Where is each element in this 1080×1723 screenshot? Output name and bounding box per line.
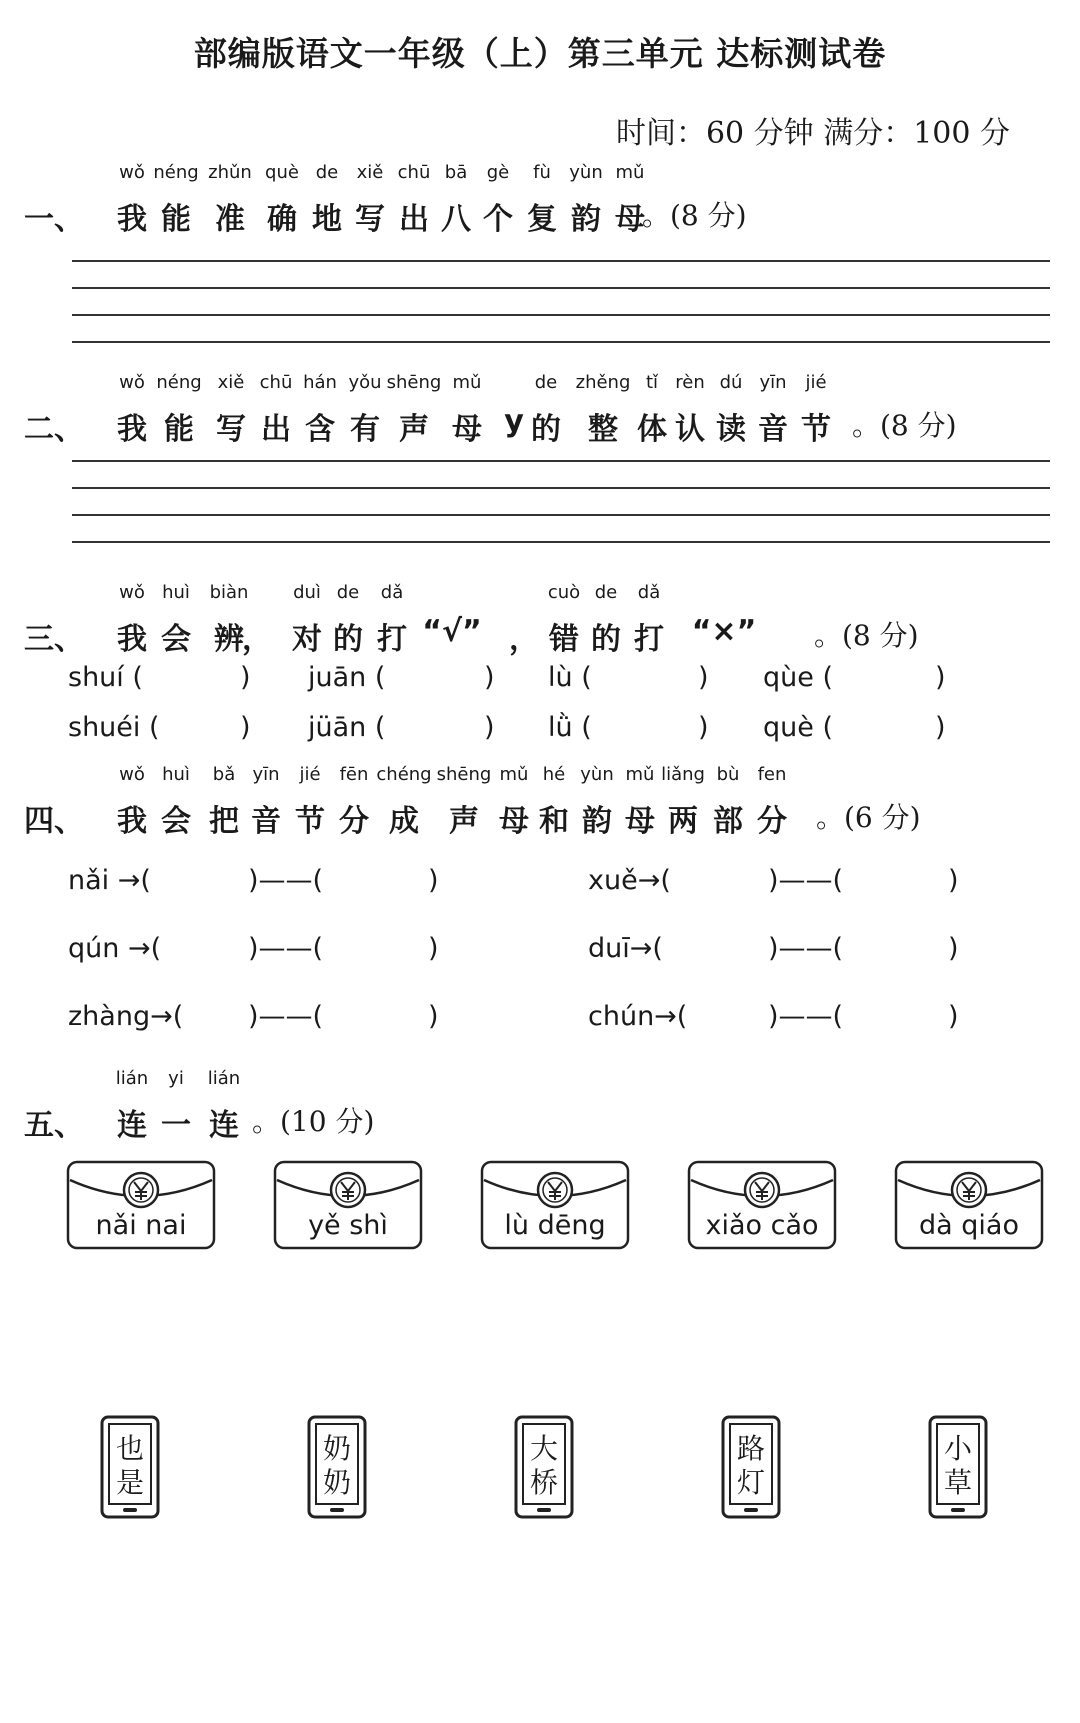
bracket-separator: )——(: [248, 933, 324, 964]
heading-character: 母: [625, 804, 655, 839]
pinyin-annotation: chū: [397, 162, 431, 183]
bracket-separator: )——(: [248, 865, 324, 896]
pinyin-annotation: fù: [533, 162, 551, 183]
heading-character: 错: [549, 622, 579, 657]
judge-item[interactable]: [68, 662, 251, 693]
syllable-label: xuě→(: [588, 865, 671, 896]
answer-lines-1: [72, 260, 1050, 368]
syllable-option: shuéi (: [68, 712, 160, 743]
heading-character: 含: [305, 412, 335, 447]
pinyin-annotation: huì: [162, 764, 190, 785]
phone-character: 小: [943, 1432, 972, 1465]
heading-character: 能: [164, 412, 194, 447]
pinyin-annotation: dǎ: [637, 582, 661, 603]
pinyin-annotation: bǎ: [212, 764, 236, 785]
answer-line[interactable]: [72, 487, 1050, 489]
judge-item[interactable]: [548, 662, 709, 693]
heading-character: 和: [539, 804, 569, 839]
heading-character: 出: [399, 202, 429, 237]
heading-character: 韵: [571, 202, 601, 237]
heading-character: 有: [350, 412, 380, 447]
section-number: 一、: [24, 202, 84, 237]
pinyin-annotation: fen: [757, 764, 787, 785]
envelope-pinyin: lù dēng: [504, 1210, 606, 1241]
heading-character: 母: [615, 202, 645, 237]
section-score: 。(10 分): [252, 1105, 375, 1138]
pinyin-annotation: dǎ: [380, 582, 404, 603]
pinyin-annotation: jié: [299, 764, 321, 785]
pinyin-annotation: wǒ: [119, 372, 145, 393]
heading-character: 体: [637, 412, 667, 447]
answer-line[interactable]: [72, 341, 1050, 343]
pinyin-annotation: mǔ: [499, 764, 529, 785]
phone-character: 大: [529, 1432, 558, 1465]
answer-bracket-close: ): [948, 865, 959, 896]
pinyin-annotation: yi: [168, 1068, 184, 1089]
heading-character: 节: [295, 804, 325, 839]
section-score: 。(6 分): [816, 801, 921, 834]
syllable-label: qún →(: [68, 933, 162, 964]
pinyin-annotation: néng: [153, 162, 199, 183]
heading-character: 我: [117, 804, 147, 839]
syllable-option: shuí (: [68, 662, 143, 693]
heading-character: 写: [216, 412, 246, 447]
heading-character: 韵: [582, 804, 612, 839]
pinyin-annotation: zhěng: [575, 372, 631, 393]
heading-character: 能: [161, 202, 191, 237]
heading-character: 打: [634, 622, 664, 657]
pinyin-annotation: mǔ: [625, 764, 655, 785]
pinyin-annotation: biàn: [209, 582, 249, 603]
heading-character: 母: [452, 412, 482, 447]
answer-bracket-close: ): [240, 712, 251, 743]
heading-character: 整: [588, 412, 618, 447]
heading-character: 部: [713, 804, 743, 839]
judge-item[interactable]: [548, 712, 709, 743]
section-number: 三、: [24, 622, 84, 657]
heading-character: 连: [117, 1108, 147, 1143]
answer-bracket-close: ): [948, 933, 959, 964]
section-4-heading: [24, 764, 1054, 856]
syllable-option: qùe (: [763, 662, 833, 693]
heading-character: 声: [399, 412, 429, 447]
phone-character: 奶: [322, 1466, 351, 1499]
pinyin-annotation: wǒ: [119, 582, 145, 603]
heading-character: y: [504, 404, 524, 439]
pinyin-annotation: shēng: [436, 764, 492, 785]
pinyin-annotation: néng: [156, 372, 202, 393]
heading-character: 一: [161, 1108, 191, 1143]
syllable-label: duī→(: [588, 933, 663, 964]
heading-character: 音: [758, 412, 788, 447]
pinyin-annotation: de: [534, 372, 558, 393]
pinyin-annotation: liǎng: [661, 764, 705, 785]
heading-character: 个: [483, 202, 513, 237]
pinyin-annotation: yīn: [252, 764, 280, 785]
answer-bracket-close: ): [948, 1001, 959, 1032]
pinyin-annotation: duì: [293, 582, 321, 603]
heading-character: 两: [668, 804, 698, 839]
pinyin-annotation: lián: [207, 1068, 241, 1089]
pinyin-annotation: mǔ: [452, 372, 482, 393]
pinyin-annotation: shēng: [386, 372, 442, 393]
heading-character: “×”: [691, 614, 757, 649]
bracket-separator: )——(: [248, 1001, 324, 1032]
pinyin-annotation: de: [315, 162, 339, 183]
hanzi-phone-card[interactable]: [307, 1415, 367, 1519]
section-number: 四、: [24, 804, 84, 839]
heading-character: 的: [333, 622, 363, 657]
pinyin-annotation: yùn: [569, 162, 603, 183]
heading-character: 准: [215, 202, 245, 237]
heading-character: 确: [267, 202, 297, 237]
pinyin-envelope-card[interactable]: [66, 1160, 216, 1250]
judge-item[interactable]: [763, 712, 946, 743]
bracket-separator: )——(: [768, 865, 844, 896]
judge-item[interactable]: [68, 712, 251, 743]
section-2-heading: [24, 372, 1054, 464]
syllable-label: zhàng→(: [68, 1001, 184, 1032]
hanzi-phone-card[interactable]: [100, 1415, 160, 1519]
bracket-separator: )——(: [768, 933, 844, 964]
envelope-pinyin: xiǎo cǎo: [705, 1210, 819, 1241]
answer-bracket-close: ): [935, 712, 946, 743]
phone-character: 是: [115, 1466, 144, 1499]
pinyin-annotation: xiě: [356, 162, 384, 183]
answer-line[interactable]: [72, 541, 1050, 543]
answer-bracket-close: ): [240, 662, 251, 693]
pinyin-annotation: què: [265, 162, 299, 183]
heading-character: 的: [531, 412, 561, 447]
exam-meta: 时间：60 分钟 满分：100 分: [615, 116, 1010, 151]
answer-bracket-close: ): [698, 662, 709, 693]
split-row-2: [68, 933, 1048, 973]
heading-character: 把: [209, 804, 239, 839]
heading-character: 会: [161, 622, 191, 657]
heading-character: 分: [339, 804, 369, 839]
pinyin-envelope-card[interactable]: [687, 1160, 837, 1250]
judge-item[interactable]: [308, 662, 495, 693]
heading-character: 地: [312, 202, 342, 237]
pinyin-annotation: hán: [303, 372, 337, 393]
heading-character: 的: [591, 622, 621, 657]
answer-bracket-close: ): [484, 662, 495, 693]
section-score: 。(8 分): [642, 199, 747, 232]
answer-bracket-close: ): [428, 865, 439, 896]
pinyin-envelope-card[interactable]: [894, 1160, 1044, 1250]
heading-character: 音: [251, 804, 281, 839]
pinyin-annotation: yǒu: [348, 372, 382, 393]
pinyin-annotation: wǒ: [119, 764, 145, 785]
syllable-option: què (: [763, 712, 833, 743]
pinyin-annotation: tǐ: [645, 372, 659, 393]
heading-character: 写: [355, 202, 385, 237]
section-score: 。(8 分): [852, 409, 957, 442]
heading-character: ，: [242, 622, 272, 657]
split-row-1: [68, 865, 1048, 905]
heading-character: 节: [801, 412, 831, 447]
answer-lines-2: [72, 460, 1050, 568]
pinyin-annotation: yīn: [759, 372, 787, 393]
syllable-label: chún→(: [588, 1001, 688, 1032]
hanzi-phone-card[interactable]: [928, 1415, 988, 1519]
envelope-pinyin: yě shì: [308, 1210, 388, 1241]
heading-character: 分: [757, 804, 787, 839]
heading-character: 认: [675, 412, 705, 447]
pinyin-annotation: chéng: [376, 764, 432, 785]
answer-line[interactable]: [72, 460, 1050, 462]
heading-character: 出: [261, 412, 291, 447]
judge-item[interactable]: [308, 712, 495, 743]
heading-character: 会: [161, 804, 191, 839]
syllable-option: lǜ (: [548, 712, 592, 743]
pinyin-annotation: fēn: [339, 764, 369, 785]
heading-character: 复: [527, 202, 557, 237]
answer-bracket-close: ): [484, 712, 495, 743]
heading-character: 我: [117, 622, 147, 657]
envelope-pinyin: dà qiáo: [919, 1210, 1019, 1241]
answer-line[interactable]: [72, 514, 1050, 516]
pinyin-annotation: wǒ: [119, 162, 145, 183]
bracket-separator: )——(: [768, 1001, 844, 1032]
answer-line[interactable]: [72, 314, 1050, 316]
page-title: 部编版语文一年级（上）第三单元 达标测试卷: [193, 34, 887, 73]
split-row-3: [68, 1001, 1048, 1041]
pinyin-annotation: de: [594, 582, 618, 603]
section-5-heading: [24, 1068, 1054, 1160]
section-3-heading: [24, 582, 1054, 674]
pinyin-annotation: bā: [444, 162, 468, 183]
phone-character: 路: [736, 1432, 765, 1465]
pinyin-annotation: lián: [115, 1068, 149, 1089]
syllable-label: nǎi →(: [68, 865, 151, 896]
pinyin-annotation: dú: [719, 372, 743, 393]
phone-character: 草: [943, 1466, 972, 1499]
section-1-heading: [24, 162, 1054, 254]
pinyin-annotation: chū: [259, 372, 293, 393]
pinyin-annotation: gè: [486, 162, 510, 183]
answer-bracket-close: ): [935, 662, 946, 693]
pinyin-envelope-card[interactable]: [273, 1160, 423, 1250]
phone-character: 也: [115, 1432, 144, 1465]
answer-line[interactable]: [72, 260, 1050, 262]
section-score: 。(8 分): [814, 619, 919, 652]
pinyin-annotation: jié: [805, 372, 827, 393]
pinyin-annotation: rèn: [675, 372, 705, 393]
pinyin-annotation: xiě: [217, 372, 245, 393]
section-number: 二、: [24, 412, 84, 447]
envelope-pinyin: nǎi nai: [95, 1210, 187, 1241]
pinyin-annotation: huì: [162, 582, 190, 603]
hanzi-phone-card[interactable]: [514, 1415, 574, 1519]
heading-character: 八: [441, 202, 471, 237]
judge-row-2: [68, 712, 1048, 752]
heading-character: ，: [509, 622, 539, 657]
answer-bracket-close: ): [428, 933, 439, 964]
pinyin-annotation: mǔ: [615, 162, 645, 183]
pinyin-annotation: de: [336, 582, 360, 603]
heading-character: “√”: [422, 614, 482, 649]
judge-row-1: [68, 662, 1048, 702]
judge-item[interactable]: [763, 662, 946, 693]
heading-character: 对: [292, 622, 322, 657]
pinyin-annotation: yùn: [580, 764, 614, 785]
syllable-option: lù (: [548, 662, 592, 693]
heading-character: 我: [117, 202, 147, 237]
answer-bracket-close: ): [698, 712, 709, 743]
answer-line[interactable]: [72, 287, 1050, 289]
pinyin-annotation: cuò: [547, 582, 581, 603]
syllable-option: juān (: [308, 662, 386, 693]
syllable-option: jüān (: [308, 712, 386, 743]
heading-character: 连: [209, 1108, 239, 1143]
phone-character: 奶: [322, 1432, 351, 1465]
answer-bracket-close: ): [428, 1001, 439, 1032]
heading-character: 辨: [214, 622, 244, 657]
phone-character: 灯: [736, 1466, 765, 1499]
heading-character: 母: [499, 804, 529, 839]
heading-character: 成: [389, 804, 419, 839]
pinyin-annotation: bù: [716, 764, 740, 785]
heading-character: 读: [716, 412, 746, 447]
section-number: 五、: [24, 1108, 84, 1143]
hanzi-phone-card[interactable]: [721, 1415, 781, 1519]
heading-character: 声: [449, 804, 479, 839]
heading-character: 我: [117, 412, 147, 447]
heading-character: 打: [377, 622, 407, 657]
phone-character: 桥: [529, 1466, 558, 1499]
pinyin-annotation: hé: [542, 764, 566, 785]
pinyin-annotation: zhǔn: [208, 162, 252, 183]
pinyin-envelope-card[interactable]: [480, 1160, 630, 1250]
